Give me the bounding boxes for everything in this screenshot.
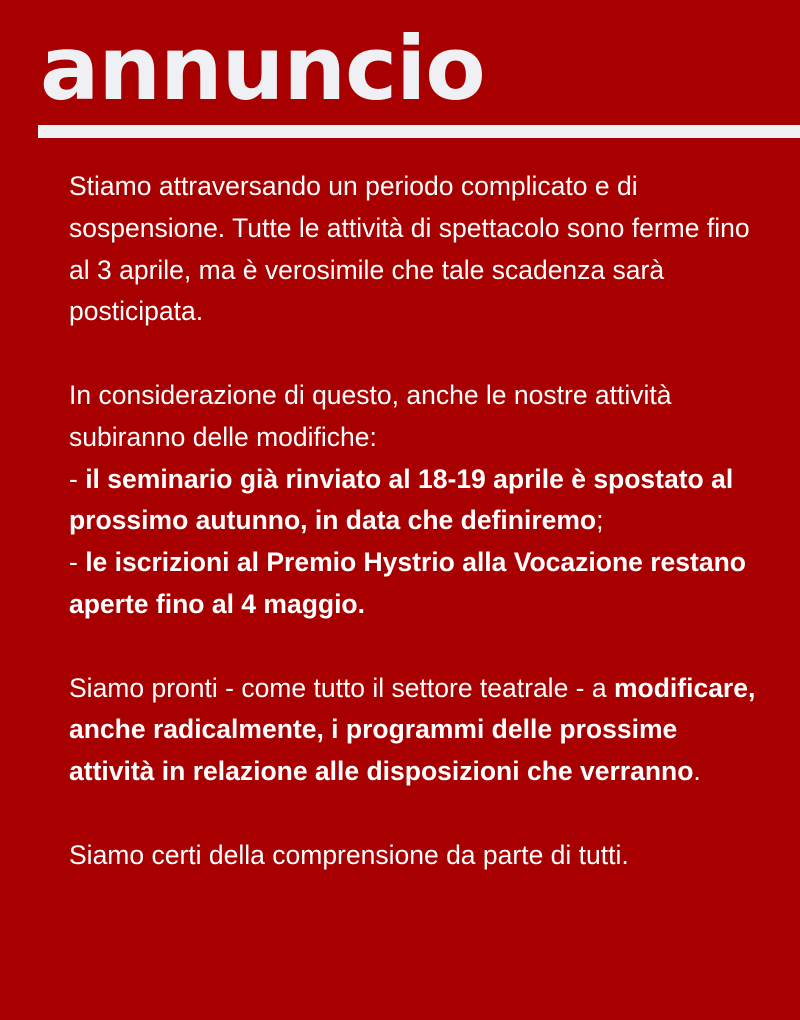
title-underline-divider [38,125,800,138]
announcement-title: annuncio [40,17,485,120]
readiness-start: Siamo pronti - come tutto il settore teatrale - a [69,672,614,703]
bullet-seminar [69,459,769,543]
bullet-registrations [69,542,769,626]
announcement-body [69,166,769,877]
paragraph-spacer [69,793,769,835]
paragraph-changes-intro: In considerazione di questo, anche le nostre attività subiranno delle modifiche: [69,379,672,452]
paragraph-spacer [69,333,769,375]
readiness-end: . [693,756,701,787]
bullet-registrations-text: le iscrizioni al Premio Hystrio alla Vocazione restano aperte fino al 4 maggio. [69,547,746,619]
paragraph-spacer [69,626,769,668]
paragraph-readiness [69,668,769,793]
paragraph-closing: Siamo certi della comprensione da parte di tutti. [69,839,629,870]
bullet-seminar-tail: ; [596,505,604,536]
bullet-dash: - [69,547,86,578]
bullet-dash: - [69,463,86,494]
readiness-bold: modificare, anche radicalmente, i programmi delle prossime attività in relazione alle disposizioni che verranno [69,672,756,787]
paragraph-situation: Stiamo attraversando un periodo complicato e di sospensione. Tutte le attività di spettacolo sono ferme fino al 3 aprile, ma è verosimile che tale scadenza sarà posticipata. [69,171,750,327]
bullet-seminar-text: il seminario già rinviato al 18-19 aprile è spostato al prossimo autunno, in data che definiremo [69,463,734,536]
